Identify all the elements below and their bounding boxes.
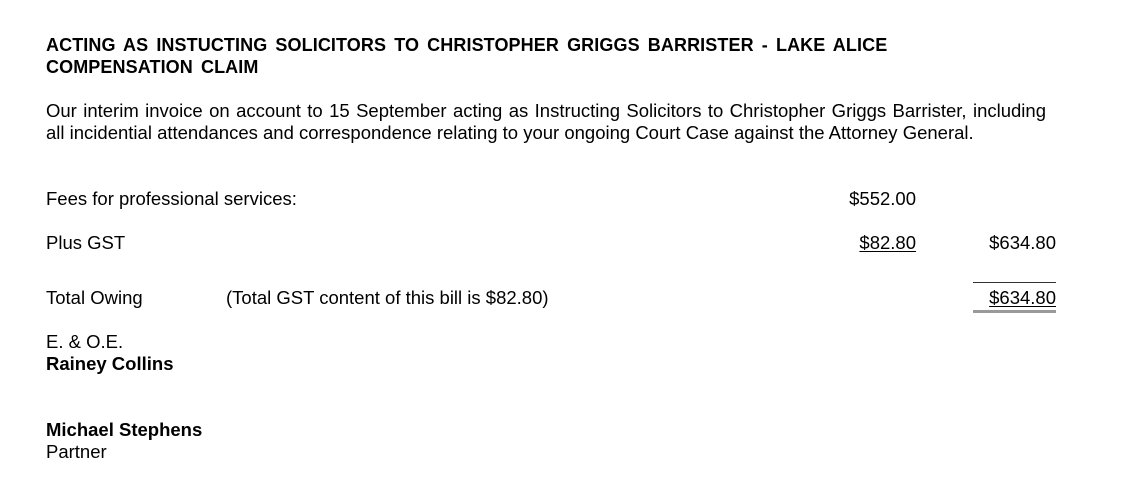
total-amount: $634.80 xyxy=(989,287,1056,308)
signatory-title: Partner xyxy=(46,441,107,462)
gst-content-note: (Total GST content of this bill is $82.80) xyxy=(226,287,549,308)
invoice-heading xyxy=(46,34,926,78)
total-double-rule xyxy=(973,310,1056,313)
gst-subtotal: $634.80 xyxy=(989,232,1056,253)
signatory-name: Michael Stephens xyxy=(46,419,203,440)
fees-amount: $552.00 xyxy=(849,188,916,209)
total-label: Total Owing xyxy=(46,287,143,308)
eoe-text: E. & O.E. xyxy=(46,331,124,352)
gst-amount: $82.80 xyxy=(859,232,916,253)
gst-label: Plus GST xyxy=(46,232,126,253)
fees-label: Fees for professional services: xyxy=(46,188,297,209)
subtotal-rule xyxy=(973,282,1056,283)
heading-line-1: ACTING AS INSTUCTING SOLICITORS TO CHRISTOPHER GRIGGS BARRISTER - LAKE ALICE xyxy=(46,35,888,55)
heading-line-2: COMPENSATION CLAIM xyxy=(46,57,259,77)
firm-name: Rainey Collins xyxy=(46,353,174,374)
invoice-description: Our interim invoice on account to 15 September acting as Instructing Solicitors to Christopher Griggs Barrister, including all incidential attendances and correspondence relating to your ongoing Court Case against the Attorney General. xyxy=(46,100,1046,143)
